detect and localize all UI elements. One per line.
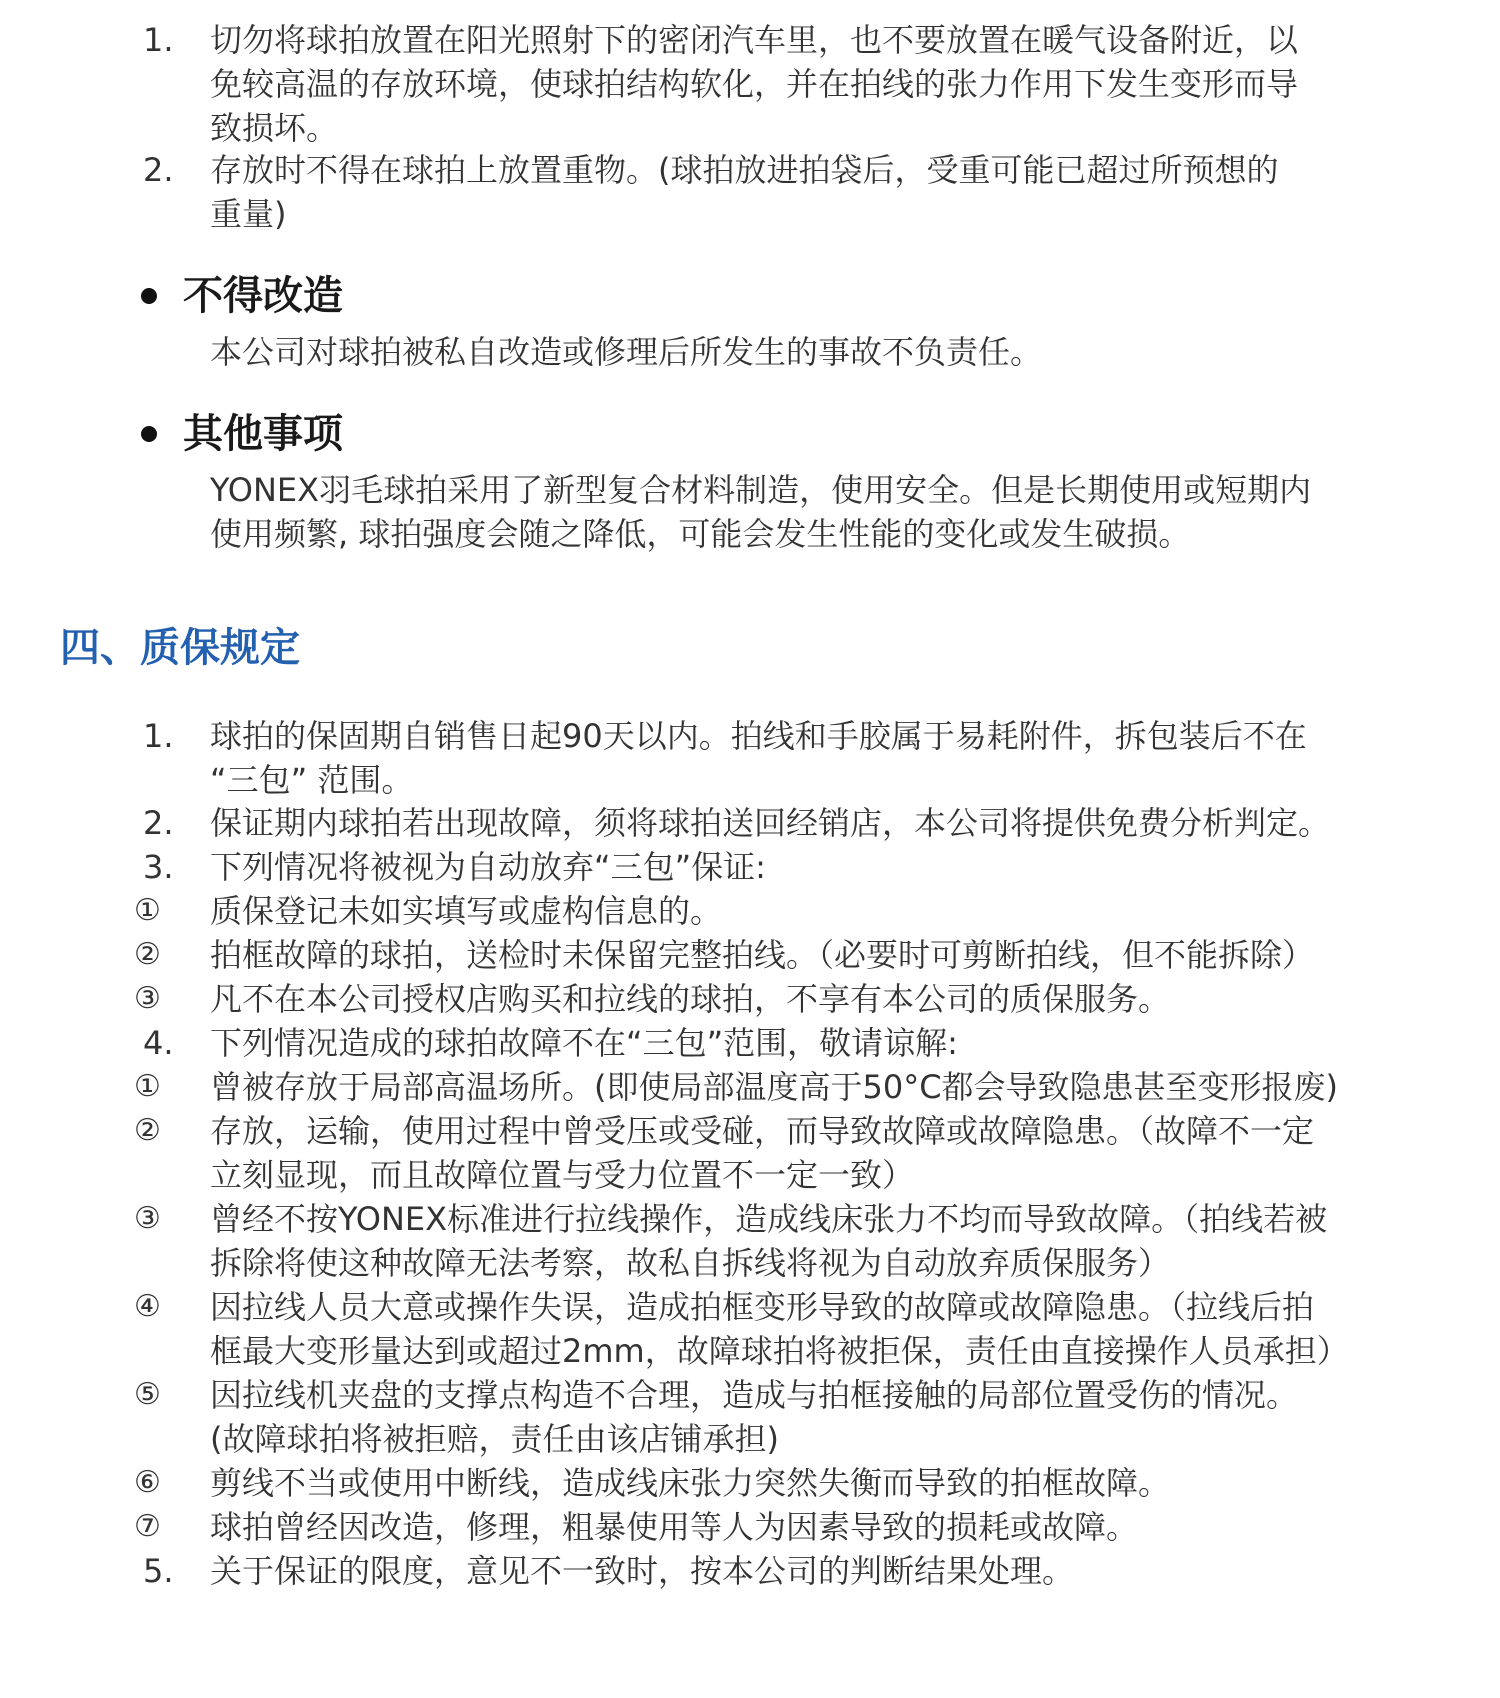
- list-number: 5.: [143, 1552, 174, 1590]
- text-line: 存放时不得在球拍上放置重物。(球拍放进拍袋后，受重可能已超过所预想的: [210, 151, 1279, 189]
- circled-number: ③: [134, 1201, 161, 1236]
- list-item-text: [210, 933, 1470, 977]
- bullet-icon: [141, 288, 157, 304]
- circled-number: ②: [134, 937, 161, 972]
- text-line: 致损坏。: [210, 109, 339, 147]
- list-item-text: [210, 1065, 1470, 1109]
- text-line: 下列情况将被视为自动放弃“三包”保证:: [210, 848, 766, 886]
- circled-number: ④: [134, 1289, 161, 1324]
- text-line: 曾被存放于局部高温场所。(即使局部温度高于50°C都会导致隐患甚至变形报废): [210, 1068, 1339, 1106]
- list-item-text: [210, 977, 1470, 1021]
- text-line: “三包” 范围。: [210, 761, 414, 799]
- text-line: 切勿将球拍放置在阳光照射下的密闭汽车里，也不要放置在暖气设备附近，以: [210, 21, 1299, 59]
- list-number: 1.: [143, 21, 174, 59]
- bullet-icon: [141, 426, 157, 442]
- text-line: 质保登记未如实填写或虚构信息的。: [210, 892, 723, 930]
- text-line: 框最大变形量达到或超过2mm，故障球拍将被拒保，责任由直接操作人员承担）: [210, 1332, 1349, 1370]
- text-line: 拆除将使这种故障无法考察，故私自拆线将视为自动放弃质保服务）: [210, 1244, 1171, 1282]
- text-line: 拍框故障的球拍，送检时未保留完整拍线。（必要时可剪断拍线，但不能拆除）: [210, 936, 1315, 974]
- text-line: 剪线不当或使用中断线，造成线床张力突然失衡而导致的拍框故障。: [210, 1464, 1171, 1502]
- list-number: 4.: [143, 1024, 174, 1062]
- list-item-text: [210, 801, 1470, 845]
- list-item-text: [210, 1549, 1470, 1593]
- section-title-warranty: 四、质保规定: [60, 625, 300, 671]
- text-line: 免较高温的存放环境，使球拍结构软化，并在拍线的张力作用下发生变形而导: [210, 65, 1299, 103]
- list-item-text: [210, 1285, 1470, 1373]
- circled-number: ③: [134, 981, 161, 1016]
- list-item-text: [210, 1021, 1470, 1065]
- text-line: YONEX羽毛球拍采用了新型复合材料制造，使用安全。但是长期使用或短期内: [210, 471, 1312, 509]
- list-item-text: [210, 148, 1470, 236]
- list-item-text: [210, 1109, 1470, 1197]
- circled-number: ②: [134, 1113, 161, 1148]
- text-line: 使用频繁, 球拍强度会随之降低，可能会发生性能的变化或发生破损。: [210, 515, 1191, 553]
- list-item-text: [210, 714, 1470, 802]
- no-modification-text: [210, 330, 1042, 374]
- text-line: 因拉线人员大意或操作失误，造成拍框变形导致的故障或故障隐患。（拉线后拍: [210, 1288, 1315, 1326]
- text-line: 下列情况造成的球拍故障不在“三包”范围，敬请谅解:: [210, 1024, 958, 1062]
- list-number: 2.: [143, 151, 174, 189]
- circled-number: ①: [134, 893, 161, 928]
- text-line: 立刻显现，而且故障位置与受力位置不一定一致）: [210, 1156, 915, 1194]
- text-line: 重量): [210, 195, 287, 233]
- text-line: 保证期内球拍若出现故障，须将球拍送回经销店，本公司将提供免费分析判定。: [210, 804, 1331, 842]
- list-item-text: [210, 18, 1470, 150]
- text-line: 凡不在本公司授权店购买和拉线的球拍，不享有本公司的质保服务。: [210, 980, 1171, 1018]
- circled-number: ①: [134, 1069, 161, 1104]
- list-item-text: [210, 845, 1470, 889]
- text-line: 球拍曾经因改造，修理，粗暴使用等人为因素导致的损耗或故障。: [210, 1508, 1139, 1546]
- section-heading-no-modification: 不得改造: [183, 273, 343, 319]
- list-item-text: [210, 889, 1470, 933]
- text-line: 存放，运输，使用过程中曾受压或受碰，而导致故障或故障隐患。（故障不一定: [210, 1112, 1315, 1150]
- list-number: 1.: [143, 717, 174, 755]
- list-item-text: [210, 1197, 1470, 1285]
- text-line: 本公司对球拍被私自改造或修理后所发生的事故不负责任。: [210, 333, 1043, 371]
- other-matters-text: [210, 468, 1311, 556]
- list-item-text: [210, 1373, 1470, 1461]
- circled-number: ⑥: [134, 1465, 161, 1500]
- text-line: 关于保证的限度，意见不一致时，按本公司的判断结果处理。: [210, 1552, 1075, 1590]
- text-line: 球拍的保固期自销售日起90天以内。拍线和手胶属于易耗附件，拆包装后不在: [210, 717, 1307, 755]
- list-item-text: [210, 1505, 1470, 1549]
- text-line: 因拉线机夹盘的支撑点构造不合理，造成与拍框接触的局部位置受伤的情况。: [210, 1376, 1299, 1414]
- text-line: (故障球拍将被拒赔，责任由该店铺承担): [210, 1420, 779, 1458]
- list-item-text: [210, 1461, 1470, 1505]
- list-number: 2.: [143, 804, 174, 842]
- section-heading-other-matters: 其他事项: [183, 411, 343, 457]
- text-line: 曾经不按YONEX标准进行拉线操作，造成线床张力不均而导致故障。（拍线若被: [210, 1200, 1328, 1238]
- circled-number: ⑤: [134, 1377, 161, 1412]
- circled-number: ⑦: [134, 1509, 161, 1544]
- list-number: 3.: [143, 848, 174, 886]
